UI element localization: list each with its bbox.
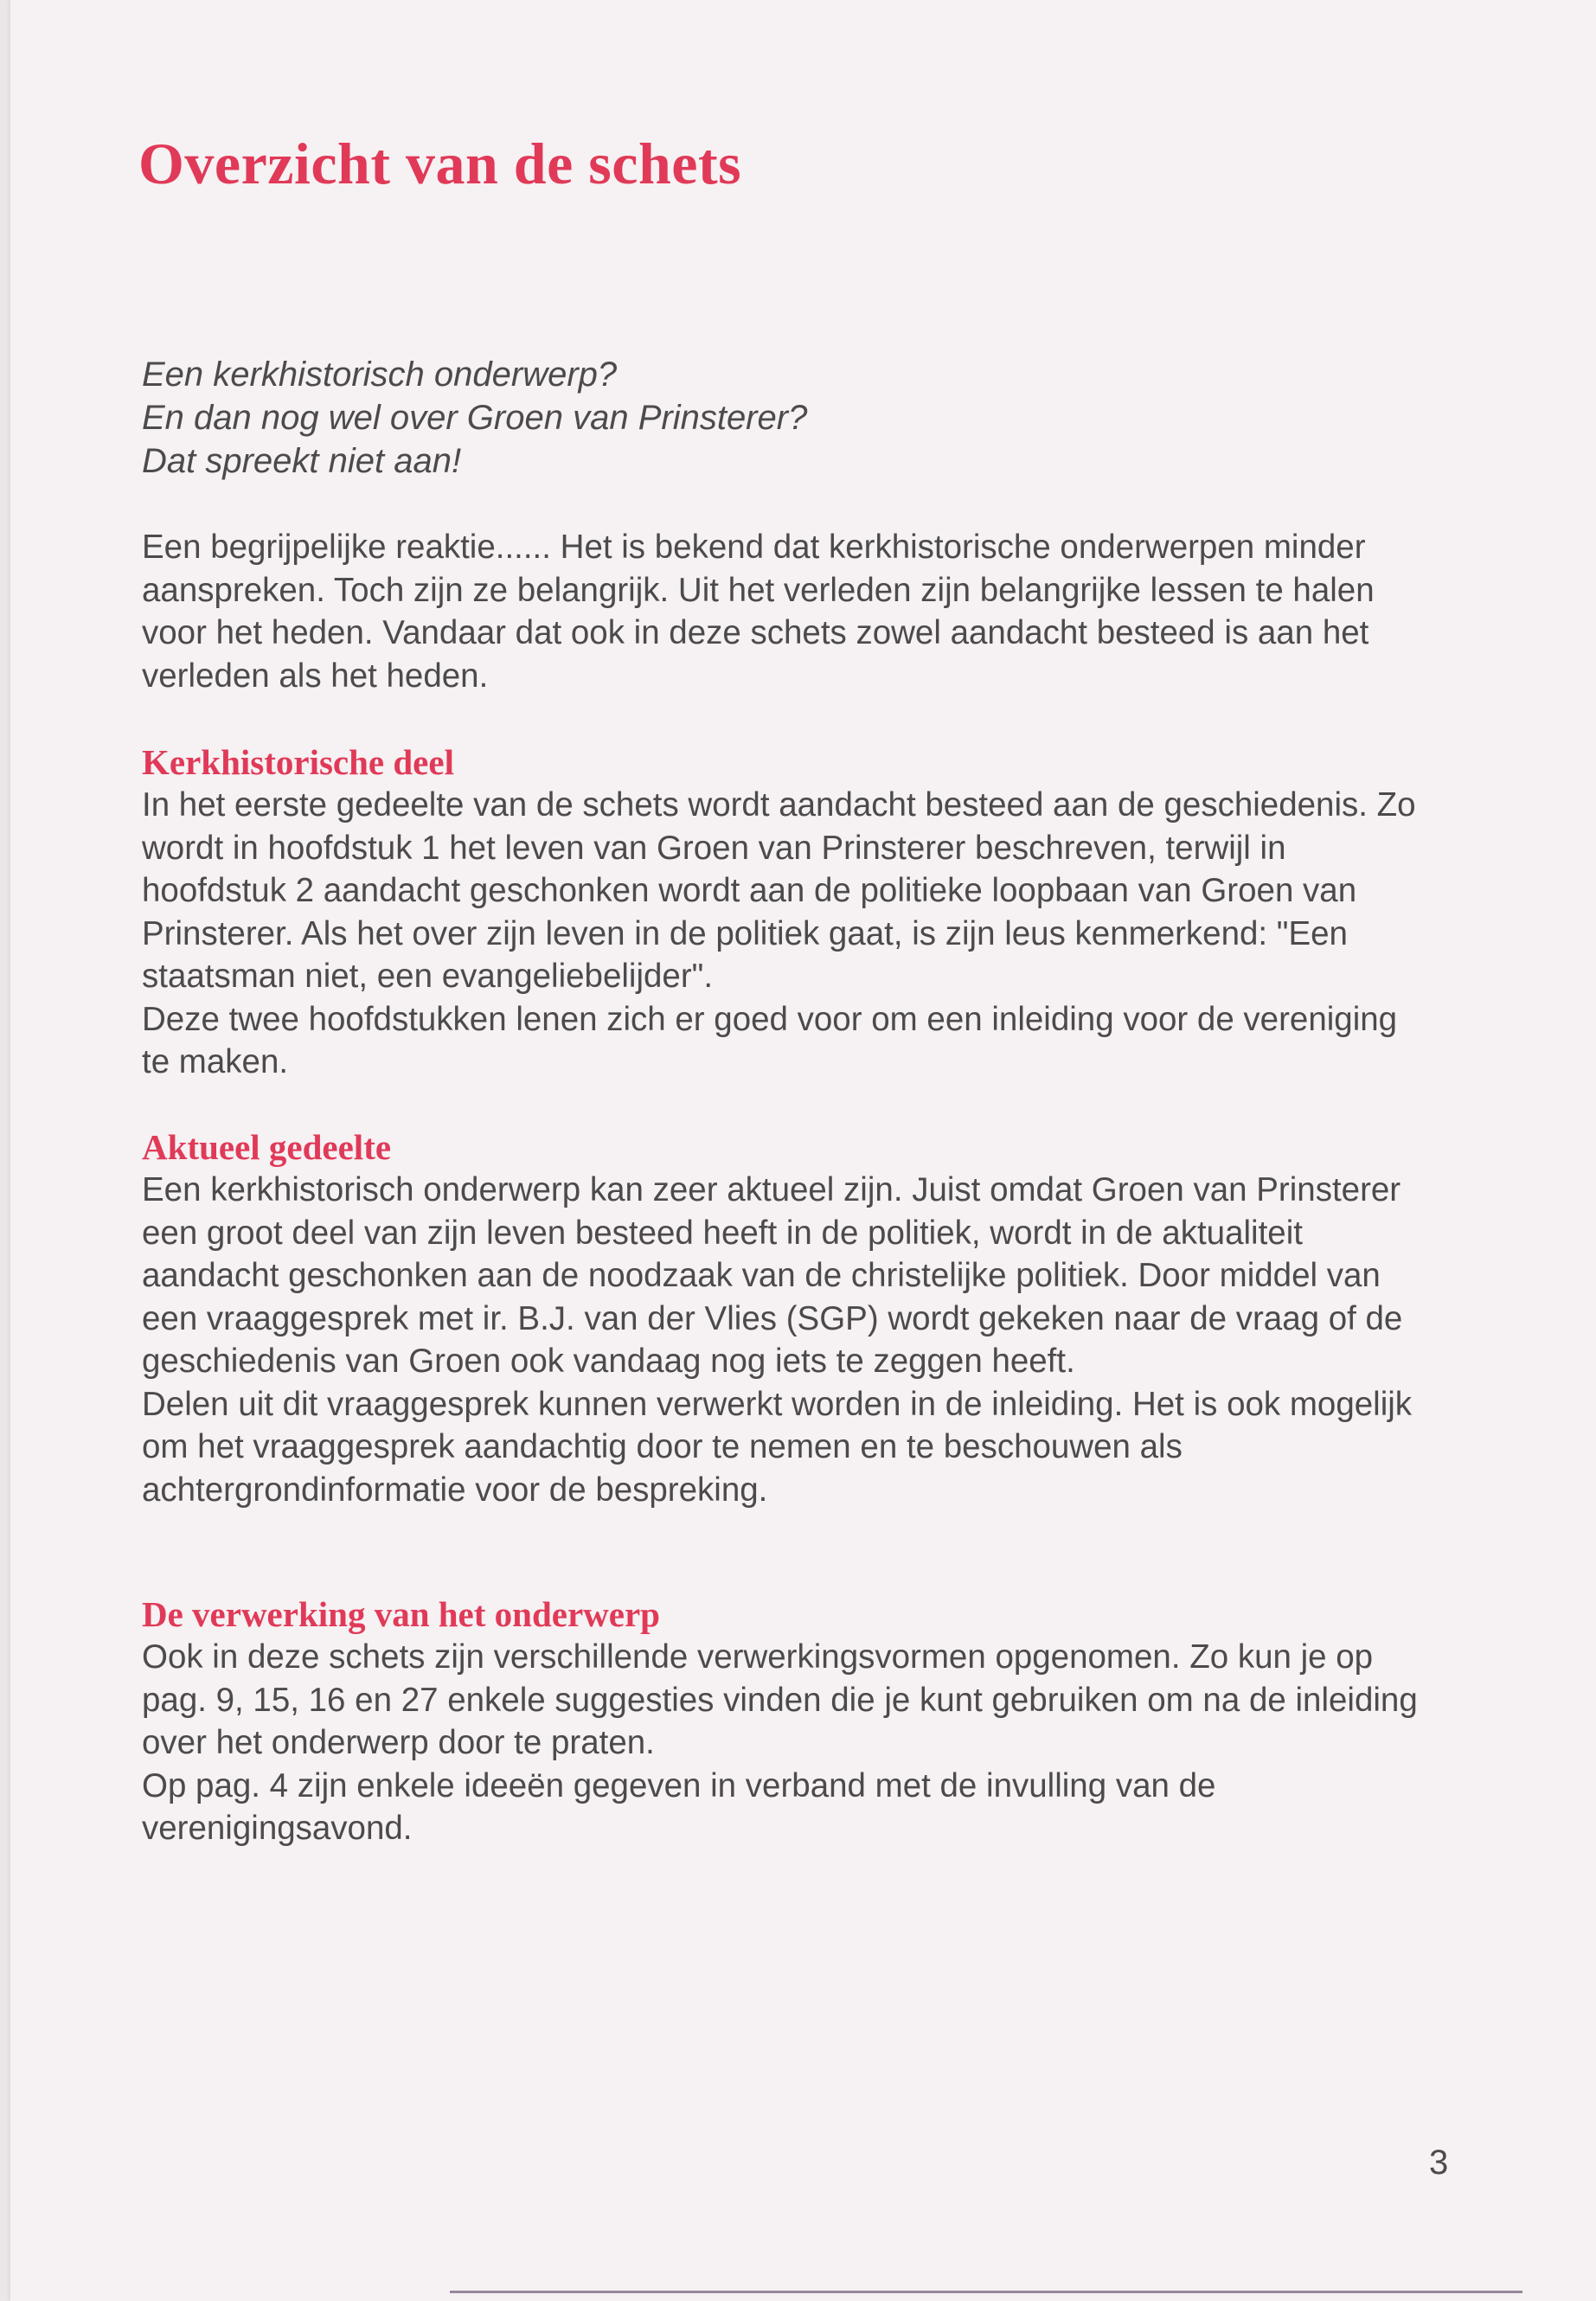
section-paragraph: Op pag. 4 zijn enkele ideeën gegeven in verband met de invulling van de verenigingsavond.: [142, 1766, 1216, 1847]
intro-line: Een kerkhistorisch onderwerp?: [142, 356, 618, 394]
intro-line: Dat spreekt niet aan!: [142, 442, 462, 480]
section-paragraph: In het eerste gedeelte van de schets wordt aandacht besteed aan de geschiedenis. Zo wordt in hoofdstuk 1 het leven van Groen van Prinsterer beschreven, terwijl in hoofdstuk 2 aandacht geschonken wordt aan de politieke loopbaan van Groen van Prinsterer. Als het over zijn leven in de politiek gaat, is zijn leus kenmerkend: "Een staatsman niet, een evangeliebelijder".: [142, 786, 1416, 995]
bottom-edge-rule: [450, 2291, 1522, 2293]
page-number: 3: [1429, 2144, 1449, 2182]
section-heading: Aktueel gedeelte: [142, 1127, 392, 1167]
section-paragraph: Delen uit dit vraaggesprek kunnen verwerkt worden in de inleiding. Het is ook mogelijk om het vraaggesprek aandachtig door te nemen en te beschouwen als achtergrondinformatie voor de bespreking.: [142, 1385, 1413, 1509]
opening-paragraph: Een begrijpelijke reaktie...... Het is bekend dat kerkhistorische onderwerpen minder aanspreken. Toch zijn ze belangrijk. Uit het verleden zijn belangrijke lessen te halen voor het heden. Vandaar dat ook in deze schets zowel aandacht besteed is aan het verleden als het heden.: [142, 529, 1375, 695]
section-heading: De verwerking van het onderwerp: [142, 1594, 660, 1634]
section-kerkhistorisch: [142, 740, 1422, 1084]
section-paragraph: Deze twee hoofdstukken lenen zich er goed voor om een inleiding voor de vereniging te maken.: [142, 1000, 1398, 1080]
section-heading: Kerkhistorische deel: [142, 742, 454, 782]
intro-questions: [142, 353, 1439, 483]
section-aktueel: [142, 1125, 1422, 1511]
section-paragraph: Een kerkhistorisch onderwerp kan zeer aktueel zijn. Juist omdat Groen van Prinsterer een groot deel van zijn leven besteed heeft in de politiek, wordt in de aktualiteit aandacht geschonken aan de noodzaak van de christelijke politiek. Door middel van een vraaggesprek met ir. B.J. van der Vlies (SGP) wordt gekeken naar de vraag of de geschiedenis van Groen ook vandaag nog iets te zeggen heeft.: [142, 1171, 1403, 1380]
opening-block: [142, 526, 1422, 697]
page-title: Overzicht van de schets: [138, 131, 742, 196]
section-paragraph: Ook in deze schets zijn verschillende verwerkingsvormen opgenomen. Zo kun je op pag. 9, 15, 16 en 27 enkele suggesties vinden die je kunt gebruiken om na de inleiding over het onderwerp door te praten.: [142, 1638, 1418, 1761]
section-verwerking: [142, 1593, 1422, 1850]
document-page: [10, 0, 1596, 2301]
intro-line: En dan nog wel over Groen van Prinsterer?: [142, 399, 808, 437]
